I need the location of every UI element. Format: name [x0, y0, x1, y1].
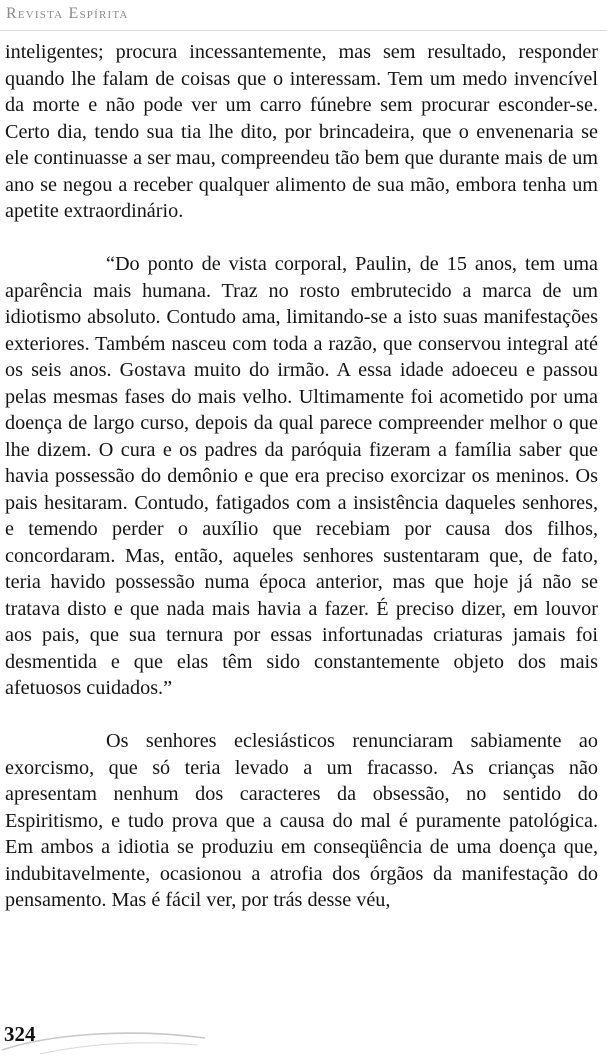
paragraph-quotation: “Do ponto de vista corporal, Paulin, de 15 anos, tem uma aparência mais humana. Traz no rosto embrutecido a marca de um idiotismo absoluto. Contudo ama, limitando-se a isto suas manifestações exteriores. Também nasceu com toda a razão, que conservou integral até os seis anos. Gostava muito do irmão. A essa idade adoeceu e passou pelas mesmas fases do mais velho. Ultimamente foi acometido por uma doença de largo curso, depois da qual parece compreender melhor o que lhe dizem. O cura e os padres da paróquia fizeram a família saber que havia possessão do demônio e que era preciso exorcizar os meninos. Os pais hesitaram. Contudo, fatigados com a insistência daqueles senhores, e temendo perder o auxílio que recebiam por causa dos filhos, concordaram. Mas, então, aqueles senhores sustentaram que, de fato, teria havido possessão numa época anterior, mas que hoje já não se tratava disto e que nada mais havia a fazer. É preciso dizer, em louvor aos pais, que sua ternura por essas infortunadas criaturas jamais foi desmentida e que elas têm sido constantemente objeto dos mais afetuosos cuidados.”: [5, 253, 598, 699]
page-number: 324: [4, 1022, 36, 1046]
page-body: [5, 39, 598, 914]
paragraph-commentary: Os senhores eclesiásticos renunciaram sabiamente ao exorcismo, que só teria levado a um fracasso. As crianças não apresentam nenhum dos caracteres da obsessão, no sentido do Espiritismo, e tudo prova que a causa do mal é puramente patológica. Em ambos a idiotia se produziu em conseqüência de uma doença que, indubitavelmente, ocasionou a atrofia dos órgãos da manifestação do pensamento. Mas é fácil ver, por trás desse véu,: [5, 730, 598, 911]
paragraph-gap: [5, 702, 598, 729]
paragraph-gap: [5, 225, 598, 252]
running-head: Revista Espírita: [6, 5, 129, 22]
paragraph-continuation: inteligentes; procura incessantemente, mas sem resultado, responder quando lhe falam de coisas que o interessam. Tem um medo invencível da morte e não pode ver um carro fúnebre sem procurar esconder-se. Certo dia, tendo sua tia lhe dito, por brincadeira, que o envenenaria se ele continuasse a ser mau, compreendeu tão bem que durante mais de um ano se negou a receber qualquer alimento de sua mão, embora tenha um apetite extraordinário.: [5, 41, 598, 222]
header-rule: [0, 30, 607, 31]
